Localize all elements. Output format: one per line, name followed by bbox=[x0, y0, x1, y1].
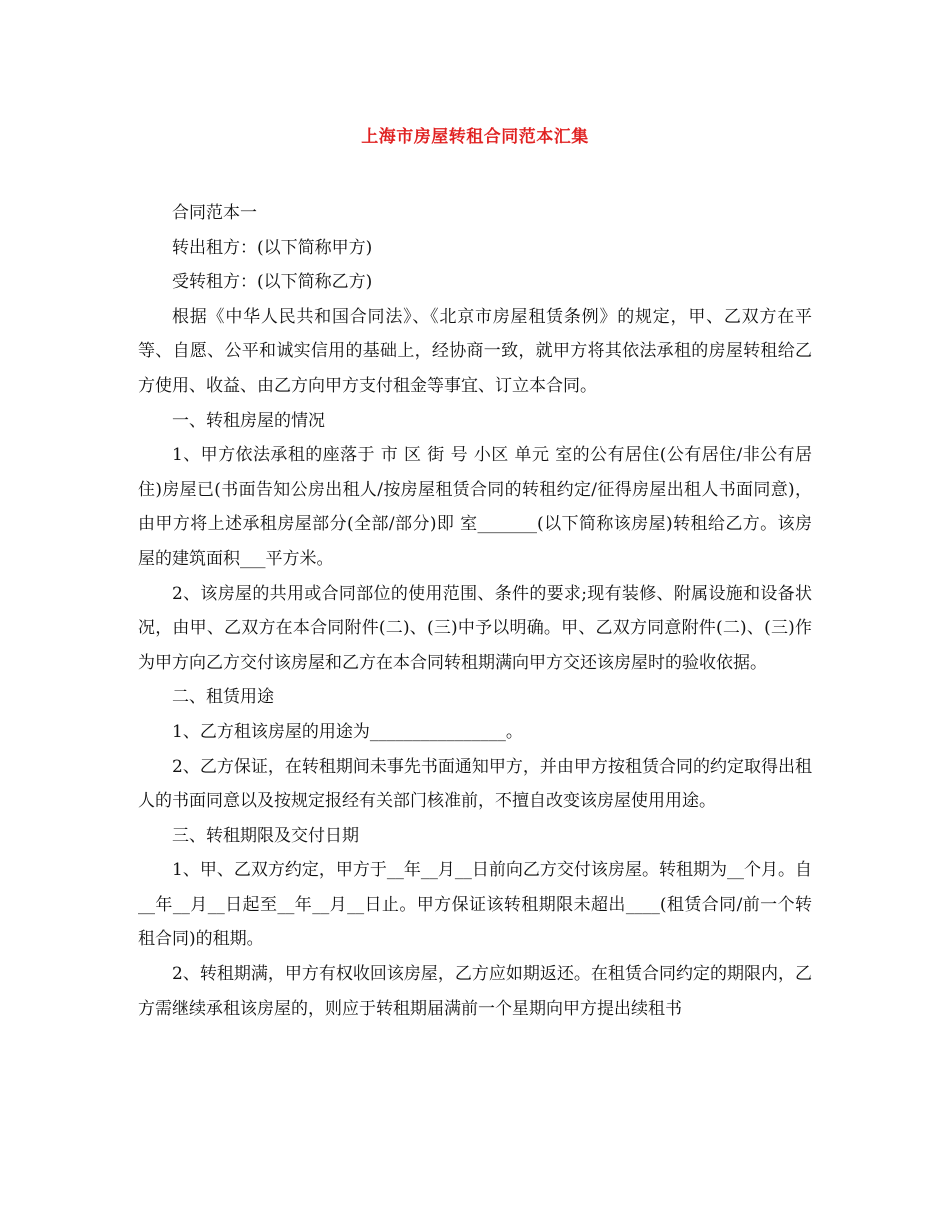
document-body bbox=[138, 196, 812, 1026]
section-heading: 三、转租期限及交付日期 bbox=[172, 825, 359, 846]
paragraph: 合同范本一 bbox=[172, 203, 257, 223]
paragraph: 2、该房屋的共用或合同部位的使用范围、条件的要求;现有装修、附属设施和设备状况，由甲、乙双方在本合同附件(二)、(三)中予以明确。甲、乙双方同意附件(二)、(三)作为甲方向乙方交付该房屋和乙方在本合同转租期满向甲方交还该房屋时的验收依据。 bbox=[138, 583, 812, 673]
paragraph: 转出租方：(以下简称甲方) bbox=[172, 237, 373, 258]
paragraph: 根据《中华人民共和国合同法》、《北京市房屋租赁条例》的规定，甲、乙双方在平等、自愿、公平和诚实信用的基础上，经协商一致，就甲方将其依法承租的房屋转租给乙方使用、收益、由乙方向甲方支付租金等事宜、订立本合同。 bbox=[138, 306, 812, 396]
section-heading: 一、转租房屋的情况 bbox=[172, 410, 325, 431]
paragraph: 2、乙方保证，在转租期间未事先书面通知甲方，并由甲方按租赁合同的约定取得出租人的书面同意以及按规定报经有关部门核准前，不擅自改变该房屋使用用途。 bbox=[138, 756, 812, 812]
document-title: 上海市房屋转租合同范本汇集 bbox=[361, 127, 589, 147]
paragraph: 受转租方：(以下简称乙方) bbox=[172, 272, 373, 293]
paragraph: 1、甲方依法承租的座落于 市 区 街 号 小区 单元 室的公有居住(公有居住/非公有居住)房屋已(书面告知公房出租人/按房屋租赁合同的转租约定/征得房屋出租人书面同意)，由甲方将上述承租房屋部分(全部/部分)即 室_______(以下简称该房屋)转租给乙方。该房屋的建筑面积___平方米。 bbox=[138, 445, 812, 569]
paragraph: 1、乙方租该房屋的用途为________________。 bbox=[172, 721, 523, 742]
paragraph: 1、甲、乙双方约定，甲方于__年__月__日前向乙方交付该房屋。转租期为__个月。自__年__月__日起至__年__月__日止。甲方保证该转租期限未超出____(租赁合同/前一个转租合同)的租期。 bbox=[138, 860, 812, 950]
paragraph: 2、转租期满，甲方有权收回该房屋，乙方应如期返还。在租赁合同约定的期限内，乙方需继续承租该房屋的，则应于转租期届满前一个星期向甲方提出续租书 bbox=[138, 964, 812, 1019]
section-heading: 二、租赁用途 bbox=[172, 687, 274, 708]
